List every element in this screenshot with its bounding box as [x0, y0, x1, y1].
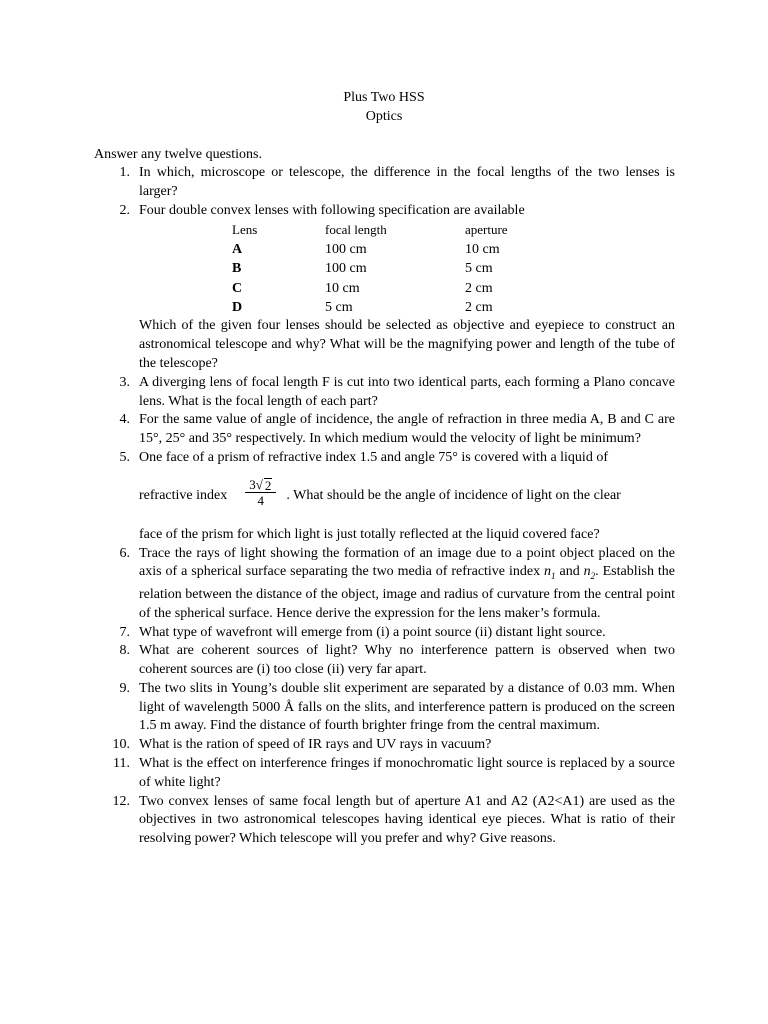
question-11 [113, 755, 675, 793]
question-7 [119, 624, 675, 643]
question-text [139, 545, 675, 624]
symbol-n1: $n_1$ [544, 564, 556, 582]
lens-table [232, 220, 675, 317]
question-text: In which, microscope or telescope, the difference in the focal lengths of the two lenses is larger? [139, 165, 675, 199]
fraction-numerator [245, 477, 276, 493]
question-text: What is the ration of speed of IR rays and UV rays in vacuum? [139, 737, 492, 753]
question-text-part: refractive index [139, 488, 228, 504]
question-text: Four double convex lenses with following specification are available [139, 202, 525, 218]
question-number: 3. [119, 374, 130, 390]
document-subject: Optics [365, 109, 403, 124]
question-number: 9. [119, 680, 130, 696]
lens-focal-length: 100 cm [325, 241, 367, 257]
lens-table-header: aperture [465, 222, 508, 238]
question-number: 5. [119, 449, 130, 465]
refractive-index-fraction [245, 477, 276, 508]
question-text: The two slits in Young’s double slit experiment are separated by a distance of 0.03 mm. When light of wavelength 5000 Å falls on the slits, and interference pattern is produced on the screen 1.5 m away. Find the distance of fourth brighter fringe from the central maximum. [139, 680, 675, 734]
question-8 [119, 642, 675, 680]
refractive-index-line [139, 468, 675, 526]
lens-aperture: 10 cm [465, 241, 500, 257]
question-number: 4. [119, 412, 130, 428]
question-text: A diverging lens of focal length F is cut into two identical parts, each forming a Plano concave lens. What is the focal length of each part? [139, 374, 675, 409]
lens-focal-length: 5 cm [325, 299, 353, 315]
lens-table-header: focal length [325, 222, 387, 238]
question-text: What is the effect on interference fringes if monochromatic light source is replaced by a source of white light? [139, 756, 675, 790]
question-text: One face of a prism of refractive index 1.5 and angle 75° is covered with a liquid of [139, 449, 608, 465]
question-number: 12. [112, 793, 130, 809]
question-text-part: and [559, 564, 580, 580]
lens-aperture: 2 cm [465, 299, 493, 315]
question-2 [119, 202, 675, 374]
question-text: What are coherent sources of light? Why no interference pattern is observed when two coherent sources are (i) too close (ii) very far apart. [139, 643, 675, 678]
question-text: Two convex lenses of same focal length but of aperture A1 and A2 (A2<A1) are used as the objectives in two astronomical telescopes having identical eye pieces. What is ratio of their resolving power? Which telescope will you prefer and why? Give reasons. [139, 793, 675, 847]
question-6 [119, 545, 675, 624]
question-number: 10. [112, 737, 130, 753]
fraction-denominator: 4 [257, 493, 265, 509]
question-text: For the same value of angle of incidence, the angle of refraction in three media A, B and C are 15°, 25° and 35° respectively. In which medium would the velocity of light be minimum? [139, 412, 675, 447]
symbol-n2: $n_2$ [583, 564, 596, 582]
lens-label: B [232, 261, 242, 277]
question-number: 1. [119, 165, 130, 180]
question-number: 6. [119, 545, 130, 561]
question-text-continued: Which of the given four lenses should be selected as objective and eyepiece to construct an astronomical telescope and why? What will be the magnifying power and length of the tube of the telescope? [139, 318, 675, 371]
question-text-part: Trace the rays of light showing the formation of an image due to a point object placed on the axis of a spherical surface separating the two media of refractive index [139, 545, 675, 580]
lens-aperture: 2 cm [465, 280, 493, 296]
question-number: 7. [119, 624, 130, 640]
question-number: 8. [119, 643, 130, 659]
question-number: 2. [119, 202, 130, 218]
question-list [112, 164, 675, 849]
question-text-part: . What should be the angle of incidence of light on the clear [286, 488, 621, 504]
instructions: Answer any twelve questions. [94, 147, 262, 162]
question-1 [119, 164, 675, 202]
square-root-icon: √ [255, 477, 263, 493]
question-9 [119, 680, 675, 736]
lens-label: D [232, 299, 243, 315]
lens-focal-length: 10 cm [325, 280, 360, 296]
fraction-coefficient: 3 [249, 477, 256, 493]
question-10 [112, 736, 675, 755]
lens-focal-length: 100 cm [325, 261, 367, 277]
lens-aperture: 5 cm [465, 261, 493, 277]
question-number: 11. [113, 756, 130, 772]
question-text-part: . Establish the relation between the distance of the object, image and radius of curvature from the central point of the spherical surface. Hence derive the expression for the lens maker’s formula. [139, 564, 675, 621]
lens-table-header: Lens [232, 222, 258, 238]
lens-label: C [232, 280, 243, 296]
document-title: Plus Two HSS [343, 90, 425, 105]
question-text-continued: face of the prism for which light is just totally reflected at the liquid covered face? [139, 526, 600, 542]
question-5 [119, 449, 675, 545]
question-12 [112, 793, 675, 849]
fraction-radicand: 2 [264, 478, 272, 494]
question-text: What type of wavefront will emerge from (i) a point source (ii) distant light source. [139, 624, 606, 640]
question-3 [119, 374, 675, 412]
question-4 [119, 411, 675, 449]
lens-label: A [232, 241, 243, 257]
